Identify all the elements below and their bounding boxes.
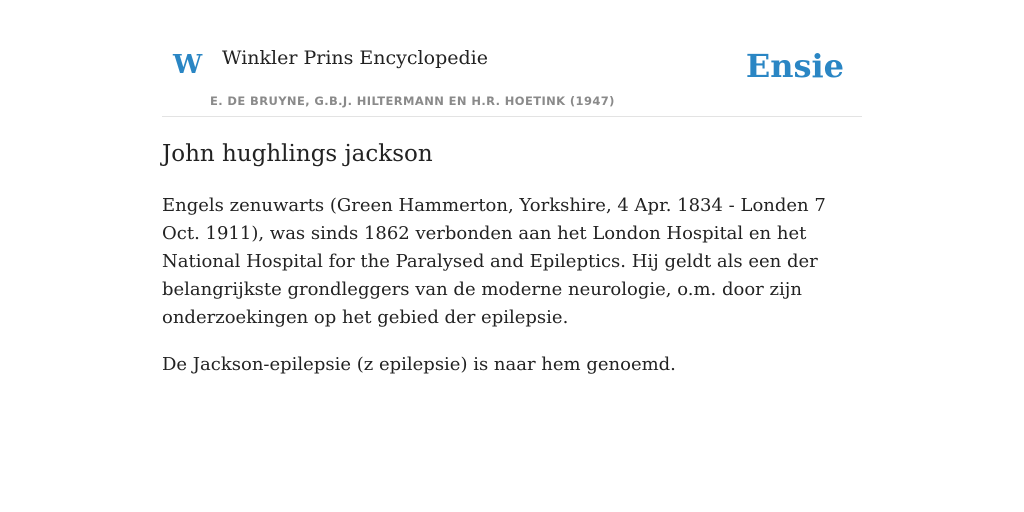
article-paragraph: De Jackson-epilepsie (z epilepsie) is naar hem genoemd.: [162, 354, 676, 375]
source-authors: E. DE BRUYNE, G.B.J. HILTERMANN EN H.R. HOETINK (1947): [210, 94, 615, 108]
article-title: John hughlings jackson: [162, 141, 433, 167]
brand-logo-link[interactable]: Ensie: [745, 47, 844, 85]
source-title[interactable]: Winkler Prins Encyclopedie: [222, 47, 488, 69]
source-logo-icon: W: [173, 50, 203, 80]
article-paragraph: Engels zenuwarts (Green Hammerton, Yorkshire, 4 Apr. 1834 - Londen 7 Oct. 1911), was sinds 1862 verbonden aan het London Hospital en het National Hospital for the Paralysed and Epileptics. Hij geldt als een der belangrijkste grondleggers van de moderne neurologie, o.m. door zijn onderzoekingen op het gebied der epilepsie.: [162, 195, 826, 328]
source-header: [162, 0, 862, 117]
article: [162, 136, 852, 379]
